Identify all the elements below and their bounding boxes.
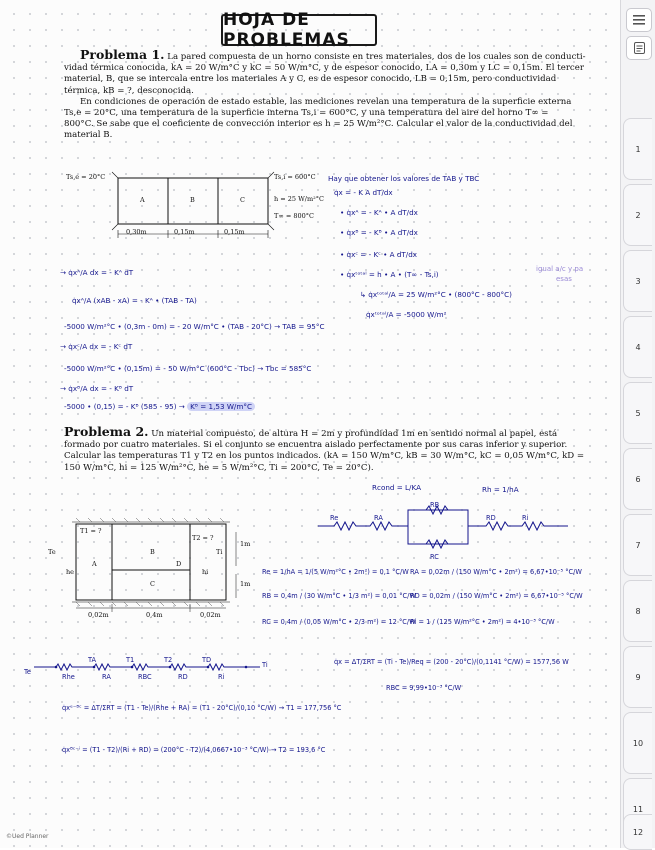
note-line: Rh = 1/hA: [482, 485, 519, 494]
note-line: • q̇xᴮ = - Kᴮ • A dT/dx: [340, 228, 418, 237]
note-line: RD = 0,02m / (150 W/m°C • 2m²) = 6,67•10⁻⁵ °C/W: [410, 592, 583, 600]
note-line: Re = 1/hA = 1/(5 W/m²°C • 2m²) = 0,1 °C/W: [262, 568, 409, 576]
circuit-ra: RA: [374, 514, 383, 522]
problem2-line: 150 W/m°C, hi = 125 W/m²°C, he = 5 W/m²°C, Ti = 200°C, Te = 20°C).: [64, 462, 374, 473]
diagram2-dim2: 0,4m: [146, 611, 163, 619]
note-line: -5000 W/m²°C • (0,15m) = - 50 W/m°C (600°C - Tbc) → Tbc = 585°C: [64, 364, 312, 373]
chain-rbc: RBC: [138, 673, 152, 681]
diagram2-a: A: [92, 560, 97, 568]
document-icon: [634, 42, 645, 54]
diagram2-te: Te: [48, 548, 56, 556]
diagram1-dim-b: 0,15m: [174, 228, 195, 236]
chain-ri: Ri: [218, 673, 225, 681]
diagram2-vdim2: 1m: [240, 580, 251, 588]
page-title: HOJA DE PROBLEMAS: [221, 14, 377, 46]
diagram1-tinf: T∞ = 800°C: [274, 212, 314, 220]
note-line: → q̇xᴬ/A dx = - Kᴬ dT: [60, 268, 134, 277]
t2-result: → T2 = 193,6 °C: [270, 746, 326, 754]
problem2-line: Calcular las temperaturas T1 y T2 en los puntos indicados. (kA = 150 W/m°C, kB = 30 W/m°C, kC = 0,05 W/m°C, kD =: [64, 451, 585, 462]
tab-8[interactable]: 8: [623, 580, 652, 642]
wall-diagram-2: [36, 516, 276, 616]
problem2-line: Un material compuesto, de altura H = 2m y profundidad 1m en sentido normal al papel, está: [151, 429, 558, 439]
note-line: • q̇xᵗᵒᵗᵃˡ = h • A • (T∞ - Ts,i): [340, 270, 439, 279]
chain-ti: Ti: [262, 661, 268, 669]
thermal-circuit: [308, 500, 608, 572]
diagram1-layer-b: B: [190, 196, 195, 204]
problem1-line: La pared compuesta de un horno consiste en tres materiales, dos de los cuales son de conducti-: [167, 52, 586, 62]
side-note: igual a/c y pa: [536, 265, 584, 273]
problem1-line: vidad térmica conocida, kA = 20 W/m°C y kC = 50 W/m°C, y de espesor conocido, LA = 0,30m y LC = 0,15m. El tercer: [64, 63, 584, 74]
t1-result: → T1 = 177,756 °C: [278, 704, 342, 712]
footer-credit: ©Ued Planner: [6, 833, 49, 840]
note-line: q̇x = ΔT/ΣRT = (Ti - Te)/Req = (200 - 20°C)/(0,1141 °C/W) = 1577,56 W: [334, 658, 569, 666]
circuit-rd: RD: [486, 514, 496, 522]
diagram2-t1: T1 = ?: [80, 527, 102, 535]
diagram2-he: he: [66, 568, 75, 576]
diagram2-t2: T2 = ?: [192, 534, 214, 542]
note-line: Rcond = L/KA: [372, 483, 421, 492]
diagram2-ti: Ti: [216, 548, 223, 556]
tab-1[interactable]: 1: [623, 118, 652, 180]
diagram2-d: D: [176, 560, 182, 568]
diagram2-c: C: [150, 580, 155, 588]
note-line: Ri = 1 / (125 W/m²°C • 2m²) = 4•10⁻³ °C/W: [410, 618, 555, 626]
note-line: RB = 0,4m / (30 W/m°C • 1/3 m²) = 0,01 °C/W: [262, 592, 416, 600]
problem1-statement: [64, 49, 609, 142]
tab-11[interactable]: 11: [623, 778, 652, 840]
note-text: -5000 • (0,15) = - Kᴮ (585 - 95) →: [64, 402, 185, 411]
diagram2-b: B: [150, 548, 155, 556]
tab-9[interactable]: 9: [623, 646, 652, 708]
tab-4[interactable]: 4: [623, 316, 652, 378]
chain-t2: T2: [164, 656, 173, 664]
circuit-rc: RC: [430, 553, 439, 561]
tab-3[interactable]: 3: [623, 250, 652, 312]
problem2-line: formado por cuatro materiales. Si el conjunto se encuentra aislado perfectamente por sus caras inferior y superior.: [64, 440, 568, 451]
tab-10[interactable]: 10: [623, 712, 652, 774]
note-line: • q̇xᶜ = - Kᶜ • A dT/dx: [340, 250, 418, 259]
note-line: [64, 402, 255, 411]
diagram1-layer-c: C: [240, 196, 245, 204]
circuit-rb: RB: [430, 501, 440, 509]
diagram1-h: h = 25 W/m²°C: [274, 195, 324, 203]
chain-rd: RD: [178, 673, 188, 681]
problem1-line: térmica, kB = ?, desconocida.: [64, 85, 194, 96]
problem1-heading: Problema 1.: [80, 47, 165, 62]
note-line: q̇x = - K A dT/dx: [334, 188, 393, 197]
side-note: esas: [556, 275, 572, 283]
tab-12[interactable]: 12: [623, 814, 652, 850]
note-line: Hay que obtener los valores de TAB y TBC: [328, 174, 480, 183]
note-line: RA = 0,02m / (150 W/m°C • 2m²) = 6,67•10⁻⁵ °C/W: [410, 568, 582, 576]
circuit-re: Re: [330, 514, 339, 522]
circuit-ri: Ri: [522, 514, 529, 522]
diagram2-dim1: 0,02m: [88, 611, 109, 619]
diagram1-tsi: Ts,i = 600°C: [274, 173, 316, 181]
chain-t1: T1: [126, 656, 135, 664]
note-line: [62, 704, 341, 713]
diagram1-tse: Ts,e = 20°C: [66, 173, 106, 181]
note-line: ↳ q̇xᵗᵒᵗᵃˡ/A = 25 W/m²°C • (800°C - 800°C): [360, 290, 512, 299]
tab-6[interactable]: 6: [623, 448, 652, 510]
note-line: q̇xᴬ/A (xAB - xA) = - Kᴬ • (TAB - TA): [72, 296, 197, 305]
chain-rhe: Rhe: [62, 673, 75, 681]
wall-diagram-1: [60, 170, 330, 250]
note-line: • q̇xᴬ = - Kᴬ • A dT/dx: [340, 208, 418, 217]
problem1-line: 800°C. Se sabe que el coeficiente de convección interior es h = 25 W/m²°C. Calcular el valor de la conductividad del: [64, 119, 573, 130]
problem1-line: material, B, que se intercala entre los materiales A y C, es de espesor conocido, LB = 0,15m, pero conductividad: [64, 74, 557, 85]
note-text: q̇xᵉ⁻ᴮᶜ = ΔT/ΣRT = (T1 - Te)/(Rhe + RA) = (T1 - 20°C)/(0,10 °C/W): [62, 704, 277, 712]
document-button[interactable]: [626, 36, 652, 60]
note-text: q̇xᴮᶜ⁻ⁱ = (T1 - T2)/(Ri + RD) = (200°C - T2)/(4,0667•10⁻³ °C/W): [62, 746, 269, 754]
diagram1-dim-c: 0,15m: [224, 228, 245, 236]
problem2-heading: Problema 2.: [64, 424, 149, 439]
diagram1-dim-a: 0,30m: [126, 228, 147, 236]
chain-ta: TA: [88, 656, 97, 664]
result-highlight: Kᴮ = 1,53 W/m°C: [187, 402, 255, 411]
chain-ra: RA: [102, 673, 111, 681]
note-line: q̇xᵗᵒᵗᵃˡ/A = -5000 W/m²: [366, 310, 447, 319]
note-line: → q̇xᶜ/A dx = - Kᶜ dT: [60, 342, 133, 351]
tab-7[interactable]: 7: [623, 514, 652, 576]
tab-2[interactable]: 2: [623, 184, 652, 246]
problem1-line: material B.: [64, 130, 113, 141]
hamburger-icon: [633, 15, 645, 25]
tab-rail: [620, 0, 655, 848]
menu-button[interactable]: [626, 8, 652, 32]
problem1-line: En condiciones de operación de estado estable, las mediciones revelan una temperatura de la superficie externa: [80, 96, 572, 107]
chain-td: TD: [202, 656, 212, 664]
diagram1-layer-a: A: [140, 196, 145, 204]
chain-te: Te: [24, 668, 31, 676]
problem1-line: Ts,e = 20°C, una temperatura de la superficie interna Ts,i = 600°C, y una temperatura del aire del horno T∞ =: [64, 108, 549, 119]
diagram2-hi: hi: [202, 568, 209, 576]
note-line: RBC = 9,99•10⁻³ °C/W: [386, 684, 462, 692]
diagram2-dim3: 0,02m: [200, 611, 221, 619]
note-line: RC = 0,4m / (0,05 W/m°C • 2/3 m²) = 12 °C/W: [262, 618, 416, 626]
note-line: → q̇xᴮ/A dx = - Kᴮ dT: [60, 384, 134, 393]
diagram2-vdim1: 1m: [240, 540, 251, 548]
problem2-statement: [64, 426, 609, 474]
tab-5[interactable]: 5: [623, 382, 652, 444]
note-line: -5000 W/m²°C • (0,3m - 0m) = - 20 W/m°C • (TAB - 20°C) → TAB = 95°C: [64, 322, 325, 331]
note-line: [62, 746, 325, 755]
